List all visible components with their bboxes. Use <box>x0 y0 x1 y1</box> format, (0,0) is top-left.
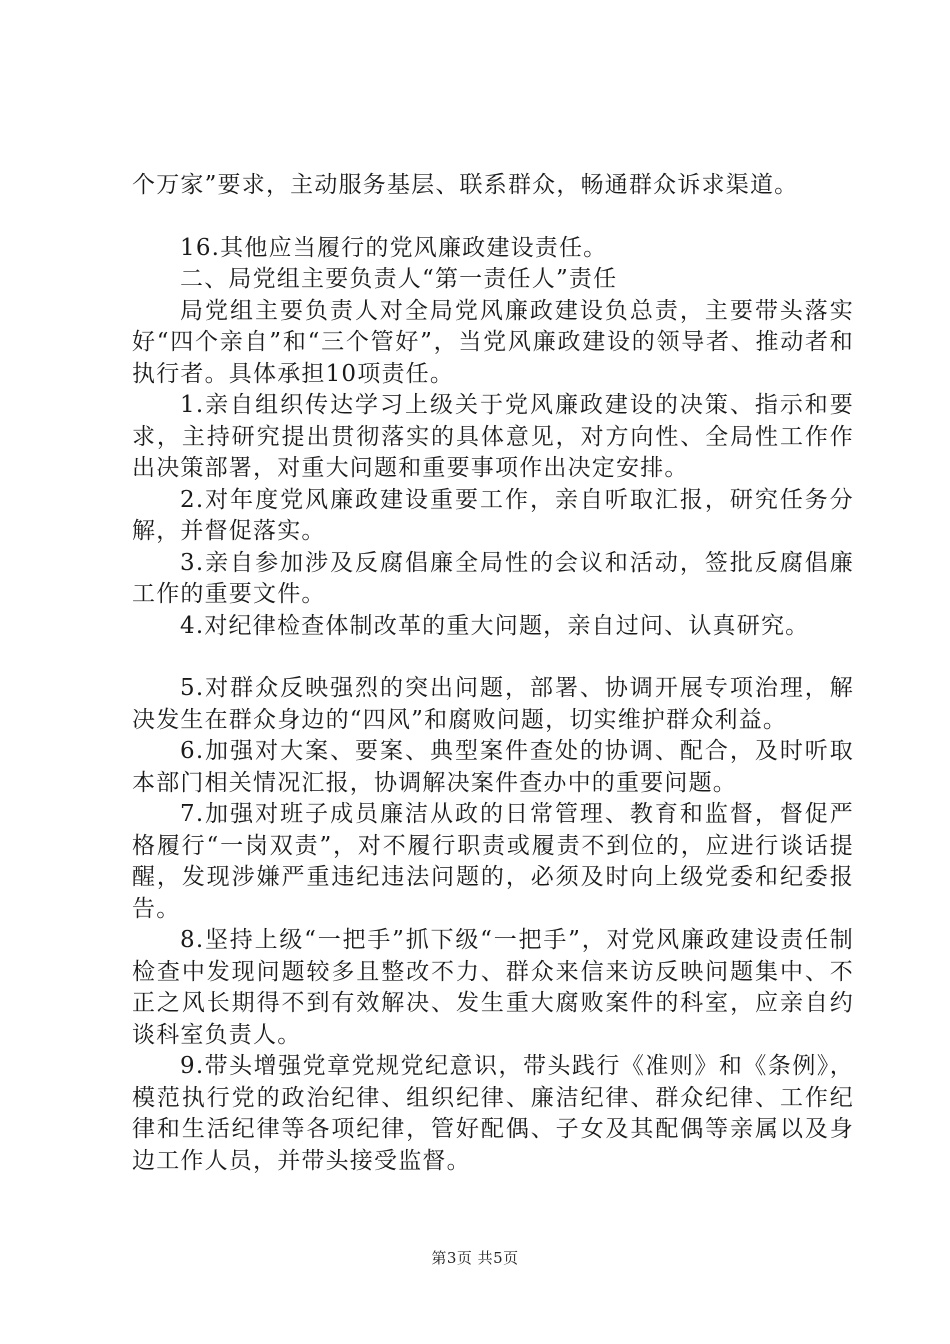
section-heading: 二、局党组主要负责人“第一责任人”责任 <box>180 266 618 292</box>
paragraph-item-5: 5.对群众反映强烈的突出问题，部署、协调开展专项治理，解决发生在群众身边的“四风”和腐败问题，切实维护群众利益。 <box>132 675 854 733</box>
paragraph-item-9: 9.带头增强党章党规党纪意识，带头践行《准则》和《条例》，模范执行党的政治纪律、组织纪律、廉洁纪律、群众纪律、工作纪律和生活纪律等各项纪律，管好配偶、子女及其配偶等亲属以及身边工作人员，并带头接受监督。 <box>132 1053 854 1174</box>
paragraph-item-6: 6.加强对大案、要案、典型案件查处的协调、配合，及时听取本部门相关情况汇报，协调解决案件查办中的重要问题。 <box>132 738 854 796</box>
paragraph-item-7: 7.加强对班子成员廉洁从政的日常管理、教育和监督，督促严格履行“一岗双责”，对不履行职责或履责不到位的，应进行谈话提醒，发现涉嫌严重违纪违法问题的，必须及时向上级党委和纪委报告。 <box>132 801 854 922</box>
paragraph-intro: 局党组主要负责人对全局党风廉政建设负总责，主要带头落实好“四个亲自”和“三个管好”，当党风廉政建设的领导者、推动者和执行者。具体承担10项责任。 <box>132 297 854 387</box>
paragraph-item-16: 16.其他应当履行的党风廉政建设责任。 <box>180 234 608 261</box>
paragraph-item-4: 4.对纪律检查体制改革的重大问题，亲自过问、认真研究。 <box>180 612 810 639</box>
paragraph-item-3: 3.亲自参加涉及反腐倡廉全局性的会议和活动，签批反腐倡廉工作的重要文件。 <box>132 549 854 607</box>
paragraph-continuation: 个万家”要求，主动服务基层、联系群众，畅通群众诉求渠道。 <box>132 172 799 198</box>
paragraph-item-8: 8.坚持上级“一把手”抓下级“一把手”，对党风廉政建设责任制检查中发现问题较多且整改不力、群众来信来访反映问题集中、不正之风长期得不到有效解决、发生重大腐败案件的科室，应亲自约谈科室负责人。 <box>132 927 854 1048</box>
document-body <box>132 170 854 1177</box>
paragraph-item-1: 1.亲自组织传达学习上级关于党风廉政建设的决策、指示和要求，主持研究提出贯彻落实的具体意见，对方向性、全局性工作作出决策部署，对重大问题和重要事项作出决定安排。 <box>132 392 854 481</box>
paragraph-item-2: 2.对年度党风廉政建设重要工作，亲自听取汇报，研究任务分解，并督促落实。 <box>132 486 854 544</box>
page-number-footer: 第3页 共5页 <box>431 1249 519 1267</box>
